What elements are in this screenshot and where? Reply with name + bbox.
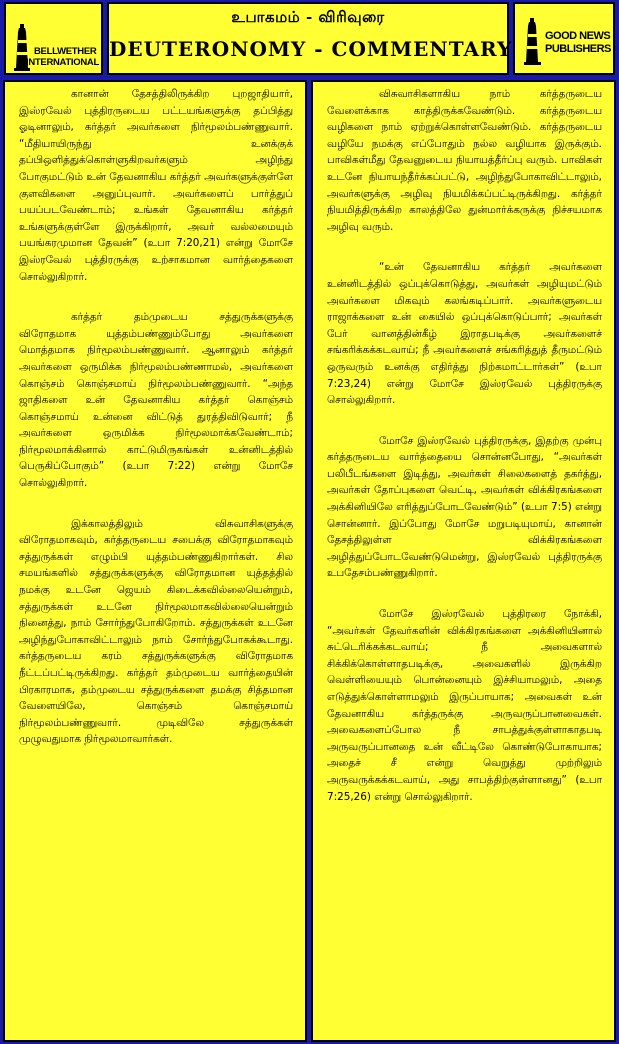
right-column <box>311 80 616 1042</box>
good-news-logo <box>513 2 615 75</box>
left-column <box>3 80 307 1042</box>
paragraph: கானான் தேசத்திலிருக்கிற புறஜாதியார், இஸ்ரவேல் புத்திரருடைய பட்டயங்களுக்கு தப்பித்து ஓடினாலும், கர்த்தர் அவர்களை நிர்மூலம்பண்ணுவார். “மீதியாயிருந்து உனக்குக் தப்பிஒளித்துக்கொள்ளுகிறவர்களும் அழிந்து போகுமட்டும் உன் தேவனாகிய கர்த்தர் அவர்களுக்குள்ளே குளவிகளை அனுப்புவார். அவர்களைப் பார்த்துப் பயப்படவேண்டாம்; உங்கள் தேவனாகிய கர்த்தர் உங்களுக்குள்ளே இருக்கிறார், அவர் வல்லமையும் பயங்கரமுமான தேவன்” (உபா 7:20,21) என்று மோசே இஸ்ரவேல் புத்திரருக்கு உற்சாகமான வார்த்தைகளை சொல்லுகிறார். <box>19 88 293 283</box>
paragraph: மோசே இஸ்ரவேல் புத்திரரை நோக்கி, “அவர்கள் தேவர்களின் விக்கிரகங்களை அக்கினியினால் சுட்டெரிக்கக்கடவாய்; நீ அவைகளால் சிக்கிக்கொள்ளாதபடிக்கு, அவைகளில் இருக்கிற வெள்ளியையும் பொன்னையும் இச்சியாமலும், அதை எடுத்துக்கொள்ளாமலும் இருப்பாயாக; அவைகள் உன் தேவனாகிய கர்த்தருக்கு அருவருப்பானவைகள். அவைகளைப்போல நீ சாபத்துக்குள்ளாகாதபடி அருவருப்பானதை உன் வீட்டிலே கொண்டுபோகாயாக; அதைச் சீ என்று வெறுத்து முற்றிலும் அருவருக்கக்கடவாய், அது சாபத்திற்குள்ளானது” (உபா 7:25,26) என்று சொல்லுகிறார். <box>327 608 602 803</box>
paragraph: மோசே இஸ்ரவேல் புத்திரருக்கு, இதற்கு முன்பு கர்த்தருடைய வார்த்தையை சொன்னபோது, “அவர்கள் பலிபீடங்களை இடித்து, அவர்கள் சிலைகளைத் தகர்த்து, அவர்கள் தோப்புகளை வெட்டி, அவர்கள் விக்கிரகங்களை அக்கினியிலே எரித்துப்போடவேண்டும்” (உபா 7:5) என்று சொன்னார். இப்போது மோசே மறுபடியுமாய், கானான் தேசத்திலுள்ள விக்கிரகங்களை அழித்துப்போடவேண்டுமென்று, இஸ்ரவேல் புத்திரருக்கு உபதேசம்பண்ணுகிறார். <box>327 434 602 580</box>
paragraph: “உன் தேவனாகிய கர்த்தர் அவர்களை உன்னிடத்தில் ஒப்புக்கொடுத்து, அவர்கள் அழியுமட்டும் அவர்களை மிகவும் கலங்கடிப்பார். அவர்களுடைய ராஜாக்களை உன் கையில் ஒப்புக்கொடுப்பார்; அவர்கள் பேர் வானத்தின்கீழ் இராதபடிக்கு அவர்களைச் சங்கரிக்கக்கடவாய்; நீ அவர்களைச் சங்கரித்துத் தீருமட்டும் ஒருவரும் உனக்கு எதிர்த்து நிற்கமாட்டார்கள்” (உபா 7:23,24) என்று மோசே இஸ்ரவேல் புத்திரருக்கு சொல்லுகிறார். <box>327 261 602 407</box>
logo-line1: GOOD NEWS <box>545 30 611 42</box>
bellwether-logo <box>4 2 103 75</box>
english-title: DEUTERONOMY - COMMENTARY <box>109 37 513 61</box>
paragraph: விசுவாசிகளாகிய நாம் கர்த்தருடைய வேளைக்காக காத்திருக்கவேண்டும். கர்த்தருடைய வழிகளை நாம் ஏற்றுக்கொள்ளவேண்டும். கர்த்தருடைய வழியே நமக்கு எப்போதும் நல்ல வழியாக இருக்கும். பாவிகள்மீது தேவனுடைய நியாயத்தீர்ப்பு வரும். பாவிகள் உடனே நியாயந்தீர்க்கப்பட்டு, அழிந்துபோகாவிட்டாலும், அவர்களுக்கு அழிவு நியமிக்கப்பட்டிருக்கிறது. கர்த்தர் நியமித்திருக்கிற காலத்திலே துன்மார்க்கருக்கு நிச்சயமாக அழிவு வரும். <box>327 88 602 233</box>
lighthouse-icon <box>521 16 543 68</box>
logo-line1: BELLWETHER <box>34 46 97 57</box>
paragraph: கர்த்தர் தம்முடைய சத்துருக்களுக்கு விரோதமாக யுத்தம்பண்ணும்போது அவர்களை மொத்தமாக நிர்மூலம்பண்ணுவார். ஆனாலும் கர்த்தர் அவர்களை ஒருமிக்க நிர்மூலம்பண்ணாமல், அவர்களை கொஞ்சம் கொஞ்சமாய் நிர்மூலம்பண்ணுவார். “அந்த ஜாதிகளை உன் தேவனாகிய கர்த்தர் கொஞ்சம் கொஞ்சமாய் உன்னை விட்டுத் துரத்திவிடுவார்; நீ அவர்களை ஒருமிக்க நிர்மூலமாக்கவேண்டாம்; நிர்மூலமாக்கினால் காட்டுமிருகங்கள் உன்னிடத்தில் பெருகிப்போகும்” (உபா 7:22) என்று மோசே சொல்லுகிறார். <box>19 311 293 490</box>
paragraph: இக்காலத்திலும் விசுவாசிகளுக்கு விரோதமாகவும், கர்த்தருடைய சபைக்கு விரோதமாகவும் சத்துருக்கள் எழும்பி யுத்தம்பண்ணுகிறார்கள். சில சமயங்களில் சத்துருக்களுக்கு விரோதமான யுத்தத்தில் நமக்கு உடனே ஜெயம் கிடைக்கவில்லையென்றும், சத்துருக்கள் உடனே நிர்மூலமாகவில்லையென்றும் நினைத்து, நாம் சோர்ந்துபோகிறோம். சத்துருக்கள் உடனே அழிந்துபோகாவிட்டாலும் நாம் சோர்ந்துபோகக்கூடாது. கர்த்தருடைய கரம் சத்துருக்களுக்கு விரோதமாக நீட்டப்பட்டிருக்கிறது. கர்த்தர் தம்முடைய வார்த்தையின் பிரகாரமாக, தம்முடைய சத்துருக்களை தமக்கு சித்தமான வேளையிலே, கொஞ்சம் கொஞ்சமாய் நிர்மூலம்பண்ணுவார். முடிவிலே சத்துருக்கள் முழுவதுமாக நிர்மூலமாவார்கள். <box>19 517 293 746</box>
tamil-title: உபாகமம் - விரிவுரை <box>231 8 385 26</box>
title-block <box>107 2 513 75</box>
logo-line2: INTERNATIONAL <box>26 57 99 68</box>
logo-line2: PUBLISHERS <box>545 43 611 55</box>
